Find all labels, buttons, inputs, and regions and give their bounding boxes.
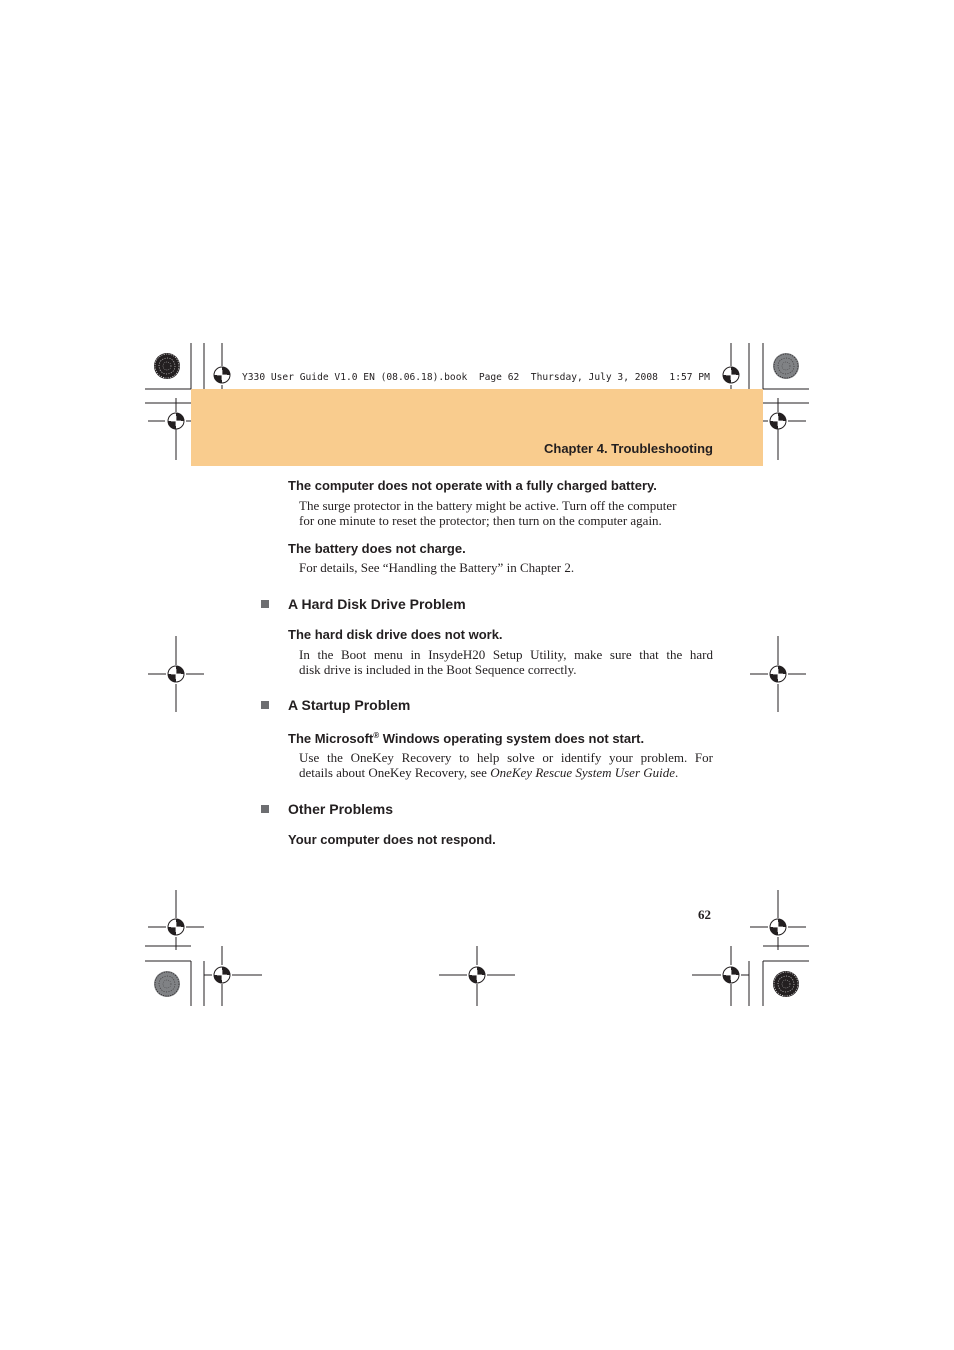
print-slug: Y330 User Guide V1.0 EN (08.06.18).book Page 62 Thursday, July 3, 2008 1:57 PM	[242, 372, 710, 383]
starburst-mark-top-left	[154, 353, 180, 379]
registered-mark: ®	[373, 731, 380, 740]
heading-part: Windows operating system does not start.	[379, 731, 645, 746]
registration-mark	[168, 666, 184, 682]
registration-mark	[770, 666, 786, 682]
paragraph-line: for one minute to reset the protector; then turn on the computer again.	[299, 512, 662, 528]
registration-mark	[168, 919, 184, 935]
paragraph-line: disk drive is included in the Boot Sequence correctly.	[299, 661, 577, 677]
section-title-hdd: A Hard Disk Drive Problem	[288, 596, 466, 612]
heading-hdd-not-work: The hard disk drive does not work.	[288, 627, 503, 642]
registration-mark	[214, 967, 230, 983]
heading-battery-not-charge: The battery does not charge.	[288, 541, 466, 556]
paragraph-startup	[299, 751, 713, 780]
chapter-title: Chapter 4. Troubleshooting	[543, 441, 713, 456]
registration-mark	[723, 967, 739, 983]
heading-not-respond: Your computer does not respond.	[288, 832, 496, 847]
section-bullet-icon	[261, 701, 269, 709]
text-part: .	[675, 764, 679, 780]
section-bullet-icon	[261, 600, 269, 608]
heading-windows-not-start	[288, 731, 644, 746]
section-title-startup: A Startup Problem	[288, 697, 411, 713]
starburst-mark-bottom-right	[773, 971, 799, 997]
chapter-header-band	[191, 389, 763, 466]
paragraph-hdd	[299, 648, 713, 677]
text-part: details about OneKey Recovery, see	[299, 764, 491, 780]
page-number: 62	[698, 907, 711, 922]
registration-mark	[770, 919, 786, 935]
paragraph-battery-not-operate	[299, 499, 713, 528]
section-bullet-icon	[261, 805, 269, 813]
paragraph-line	[299, 766, 713, 781]
guide-title: OneKey Rescue System User Guide	[490, 764, 676, 780]
paragraph-line: In the Boot menu in InsydeH20 Setup Utility, make sure that the hard	[299, 647, 713, 662]
registration-mark	[469, 967, 485, 983]
paragraph-battery-not-charge: For details, See “Handling the Battery” in Chapter 2.	[299, 560, 575, 575]
paragraph-line: Use the OneKey Recovery to help solve or identify your problem. For	[299, 750, 713, 765]
registration-mark	[214, 367, 230, 383]
heading-battery-not-operate: The computer does not operate with a fully charged battery.	[288, 478, 657, 493]
registration-mark	[168, 413, 184, 429]
grayburst-mark-top-right	[773, 353, 799, 379]
grayburst-mark-bottom-left	[154, 971, 180, 997]
heading-part: The Microsoft	[288, 731, 374, 746]
section-title-other: Other Problems	[288, 801, 394, 817]
registration-mark	[723, 367, 739, 383]
registration-mark	[770, 413, 786, 429]
paragraph-line: The surge protector in the battery might be active. Turn off the computer	[299, 498, 677, 513]
